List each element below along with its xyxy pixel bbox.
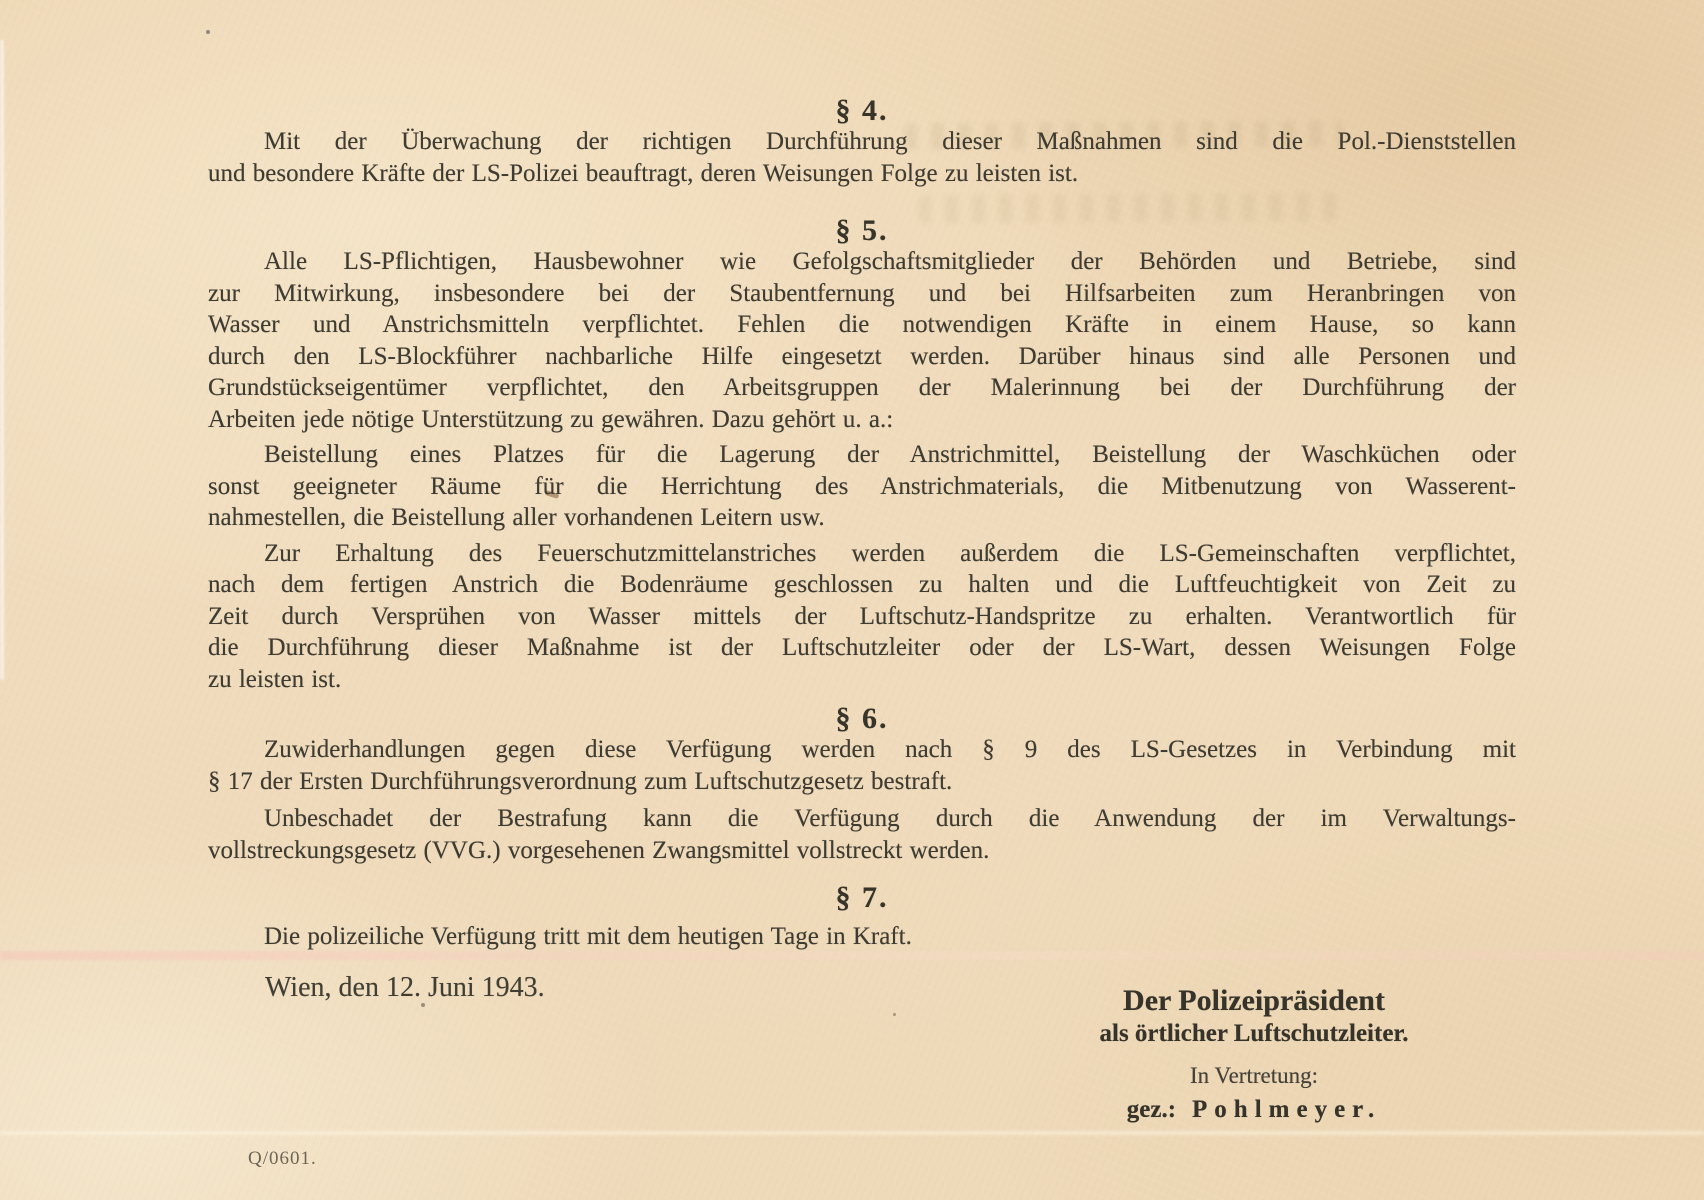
- paragraph: [208, 439, 1516, 534]
- text-line: durch den LS-Blockführer nachbarliche Hilfe eingesetzt werden. Darüber hinaus sind alle Personen und: [208, 342, 1516, 370]
- text-line: Zeit durch Versprühen von Wasser mittels der Luftschutz-Handspritze zu erhalten. Verantwortlich für: [208, 602, 1516, 630]
- signer-name: Pohlmeyer.: [1192, 1096, 1382, 1123]
- text-line: nach dem fertigen Anstrich die Bodenräume geschlossen zu halten und die Luftfeuchtigkeit von Zeit zu: [208, 571, 1516, 598]
- text-line: Beistellung eines Platzes für die Lagerung der Anstrichmittel, Beistellung der Waschküchen oder: [264, 441, 1516, 468]
- text-line: zur Mitwirkung, insbesondere bei der Staubentfernung und bei Hilfsarbeiten zum Heranbringen von: [208, 279, 1516, 307]
- fold-line: [0, 1131, 1704, 1135]
- signature-block: [1074, 984, 1434, 1124]
- print-code: Q/0601.: [248, 1148, 317, 1169]
- text-line: Zur Erhaltung des Feuerschutzmittelanstriches werden außerdem die LS-Gemeinschaften verpflichtet,: [264, 539, 1516, 567]
- text-line: Zuwiderhandlungen gegen diese Verfügung werden nach § 9 des LS-Gesetzes in Verbindung mit: [264, 736, 1516, 763]
- paragraph: [208, 126, 1516, 189]
- section-heading: § 5.: [835, 214, 889, 247]
- paragraph: [208, 538, 1516, 696]
- scan-edge: [0, 40, 4, 680]
- text-line: Grundstückseigentümer verpflichtet, den Arbeitsgruppen der Malerinnung bei der Durchführung der: [208, 374, 1516, 401]
- section-heading: § 4.: [835, 94, 889, 127]
- decree-section: [208, 216, 1516, 695]
- text-line: Arbeiten jede nötige Unterstützung zu gewähren. Dazu gehört u. a.:: [208, 405, 894, 433]
- text-line: Wasser und Anstrichsmitteln verpflichtet. Fehlen die notwendigen Kräfte in einem Hause, so kann: [208, 311, 1516, 338]
- paper-speck: [893, 1013, 896, 1016]
- signed-label: gez.:: [1126, 1096, 1177, 1123]
- paragraph: [208, 803, 1516, 866]
- text-line: § 17 der Ersten Durchführungsverordnung zum Luftschutzgesetz bestraft.: [208, 767, 953, 795]
- dateline: Wien, den 12. Juni 1943.: [265, 972, 545, 1003]
- text-line: Alle LS-Pflichtigen, Hausbewohner wie Gefolgschaftsmitglieder der Behörden und Betriebe, sind: [264, 248, 1516, 275]
- paragraph: [208, 246, 1516, 435]
- decree-section: [208, 704, 1516, 866]
- text-line: vollstreckungsgesetz (VVG.) vorgesehenen Zwangsmittel vollstreckt werden.: [208, 836, 990, 864]
- deputy-label: In Vertretung:: [1190, 1063, 1318, 1088]
- text-line: nahmestellen, die Beistellung aller vorhandenen Leitern usw.: [208, 504, 825, 531]
- text-line: und besondere Kräfte der LS-Polizei beauftragt, deren Weisungen Folge zu leisten ist.: [208, 159, 1079, 187]
- text-line: zu leisten ist.: [208, 665, 342, 693]
- text-line: Mit der Überwachung der richtigen Durchführung dieser Maßnahmen sind die Pol.-Dienststellen: [264, 128, 1516, 155]
- text-line: sonst geeigneter Räume für die Herrichtung des Anstrichmaterials, die Mitbenutzung von Wasserent-: [208, 472, 1516, 500]
- signer-title: Der Polizeipräsident: [1123, 984, 1385, 1017]
- section-heading: § 7.: [835, 881, 889, 914]
- text-line: Unbeschadet der Bestrafung kann die Verfügung durch die Anwendung der im Verwaltungs-: [264, 805, 1516, 832]
- decree-section: [208, 883, 1516, 953]
- decree-body: [208, 96, 1516, 953]
- text-line: die Durchführung dieser Maßnahme ist der Luftschutzleiter oder der LS-Wart, dessen Weisungen Folge: [208, 634, 1516, 661]
- signer-subtitle: als örtlicher Luftschutzleiter.: [1099, 1020, 1409, 1047]
- text-line: Die polizeiliche Verfügung tritt mit dem heutigen Tage in Kraft.: [264, 923, 912, 950]
- decree-section: [208, 96, 1516, 189]
- section-heading: § 6.: [835, 702, 889, 735]
- signature-line: [1074, 1096, 1434, 1124]
- paragraph: [208, 921, 1516, 953]
- paragraph: [208, 734, 1516, 797]
- paper-speck: [206, 30, 210, 34]
